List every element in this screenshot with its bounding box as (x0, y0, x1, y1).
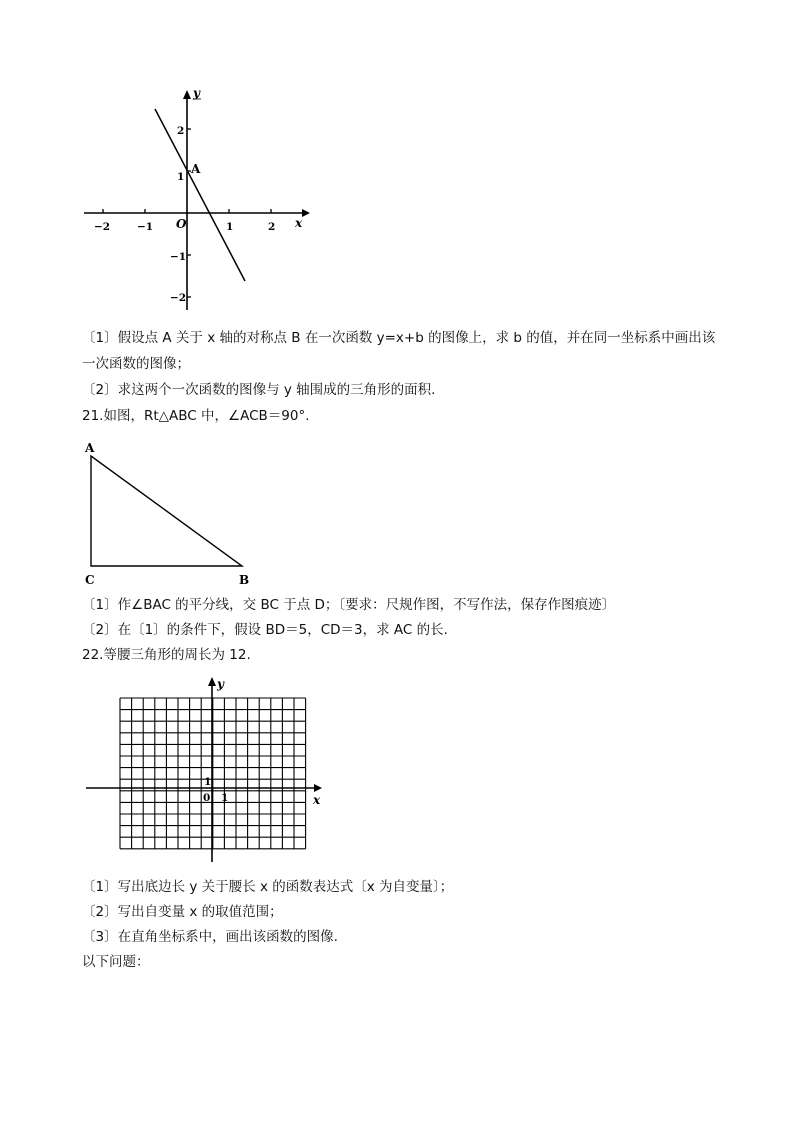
x-axis-arrow (302, 209, 310, 217)
y-tick-label: −1 (170, 251, 187, 263)
x-axis-label: x (295, 216, 303, 230)
q21-part1: 〔1〕作∠BAC 的平分线，交 BC 于点 D；〔要求：尺规作图，不写作法，保存作图痕迹〕 (82, 597, 616, 613)
figure-right-triangle (80, 438, 260, 590)
x-axis-label: x (313, 793, 321, 807)
vertex-b-label: B (239, 573, 250, 587)
point-a-label: A (191, 162, 201, 176)
vertex-c-label: C (85, 573, 95, 587)
q21-stem: 21.如图，Rt△ABC 中，∠ACB＝90°. (82, 408, 310, 424)
x-tick-label: −2 (94, 221, 111, 233)
q20-part1-line1: 〔1〕假设点 A 关于 x 轴的对称点 B 在一次函数 y=x+b 的图像上，求 b 的值，并在同一坐标系中画出该 (82, 330, 716, 346)
function-line (155, 109, 245, 281)
y-axis-arrow (183, 90, 191, 99)
q20-part2: 〔2〕求这两个一次函数的图像与 y 轴围成的三角形的面积. (82, 382, 436, 398)
y-axis-label: y (193, 86, 200, 100)
y-axis-label: y (217, 677, 224, 691)
origin-label: 0 (203, 792, 211, 804)
figure-grid (80, 674, 340, 866)
footer-text: 以下问题： (82, 954, 150, 970)
unit-y-label: 1 (204, 776, 212, 788)
q22-part2: 〔2〕写出自变量 x 的取值范围； (82, 904, 283, 920)
q22-part3: 〔3〕在直角坐标系中，画出该函数的图像. (82, 929, 338, 945)
y-tick-label: 2 (177, 125, 185, 137)
triangle-abc (91, 456, 242, 566)
q21-part2: 〔2〕在〔1〕的条件下，假设 BD＝5，CD＝3，求 AC 的长. (82, 622, 448, 638)
q22-stem: 22.等腰三角形的周长为 12. (82, 647, 251, 663)
x-axis-arrow (314, 784, 322, 792)
y-tick-label: −2 (170, 292, 187, 304)
x-tick-label: 1 (226, 221, 234, 233)
x-tick-label: 2 (268, 221, 276, 233)
vertex-a-label: A (85, 441, 95, 455)
x-tick-label: −1 (137, 221, 154, 233)
y-axis-arrow (208, 677, 216, 686)
q22-part1: 〔1〕写出底边长 y 关于腰长 x 的函数表达式〔x 为自变量〕； (82, 879, 454, 895)
origin-label: O (176, 217, 187, 231)
q20-part1-line2: 一次函数的图像； (82, 356, 190, 372)
figure-line-graph (80, 85, 320, 315)
y-tick-label: 1 (177, 171, 185, 183)
unit-x-label: 1 (221, 792, 229, 804)
